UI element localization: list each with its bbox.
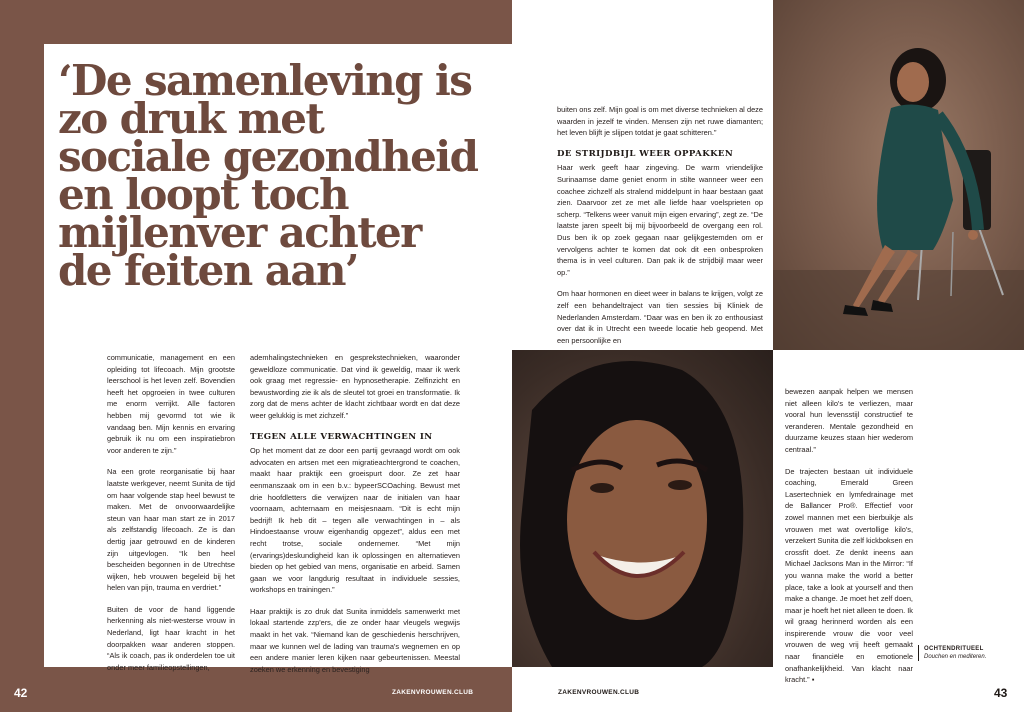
paragraph: ademhalingstechnieken en gesprekstechnieken, waaronder geweldloze communicatie. Dat vind ik geweldig, maar ik werk ook graag met regressie- en hypnosetherapie. Zelfinzicht en bewustwording zie ik als de sleutel tot groei en transformatie. Ik zorg dat de mens achter de klacht zichtbaar wordt en dat deze weer gelukkig is met zichzelf.” xyxy=(250,353,460,420)
sidenote-title: OCHTENDRITUEEL xyxy=(924,646,984,652)
top-band xyxy=(0,0,512,44)
pull-quote: ‘De samenleving is zo druk met sociale gezondheid en loopt toch mijlenver achter de feiten aan’ xyxy=(58,56,478,295)
paragraph: Op het moment dat ze door een partij gevraagd wordt om ook advocaten en artsen met een migratieachtergrond te coachen, maakt haar praktijk een groeispurt door. Ze zet haar eenmanszaak om in een b.v.: bypeerSCOaching. Bewust met drie hoofdletters die verwijzen naar de initialen van haar voornaam, achternaam en meisjesnaam. “Dit is echt mijn bedrijf! Ik heb dit – tegen alle verwachtingen in – als Hindoestaanse vrouw eigenhandig opgezet”, aldus een met recht trotse, sociale ondernemer. “Met mijn (ervarings)deskundigheid kan ik oplossingen en alternatieven bieden op het gebied van mens, organisatie en arbeid. Samen gaan we voor langdurig resultaat in individuele sessies, workshops en trainingen.” xyxy=(250,446,460,595)
portrait-photo-closeup xyxy=(512,350,773,667)
paragraph: buiten ons zelf. Mijn goal is om met diverse technieken al deze waarden in jezelf te vinden. Mensen zijn net ruwe diamanten; het leven blijft je slijpen totdat je gaat schitteren.” xyxy=(557,105,763,138)
paragraph: Om haar hormonen en dieet weer in balans te krijgen, volgt ze zelf een behandeltraject van tien sessies bij Kliniek de Nederlanden Amsterdam. “Daar was en ben ik zo enthousiast over dat ik in Utrecht een tweede locatie heb geopend. Met een persoonlijke en xyxy=(557,289,763,345)
footer-site-right: ZAKENVROUWEN.CLUB xyxy=(558,689,640,696)
page-number-right: 43 xyxy=(994,686,1008,700)
paragraph: Buiten de voor de hand liggende herkenning als niet-westerse vrouw in Nederland, ligt haar kracht in het doorpakken waar anderen stoppen. “Als ik coach, pas ik onderdelen toe uit onder meer familieopstellingen, xyxy=(107,604,235,672)
paragraph: Haar werk geeft haar zingeving. De warm vriendelijke Surinaamse dame geniet enorm in stilte wanneer weer een coachee zichzelf als stralend middelpunt in haar bestaan gaat zien. Daarvoor zet ze met alle liefde haar voelsprieten op scherp. “Telkens weer vanuit mijn eigen ervaring”, zegt ze. “De laatste jaren speelt bij mij bijvoorbeeld de overgang een rol. Dus ben ik op zoek gegaan naar gelijkgestemden om er vervolgens achter te komen dat ook dit een onbesproken thema is in veel culturen. Dan pak ik de strijdbijl maar weer op.” xyxy=(557,163,763,277)
seated-woman-illustration xyxy=(773,0,1024,350)
footer-site-left: ZAKENVROUWEN.CLUB xyxy=(392,689,474,696)
article-column-1 xyxy=(107,352,235,683)
article-column-2 xyxy=(250,352,460,685)
smiling-woman-illustration xyxy=(512,350,773,667)
paragraph: Na een grote reorganisatie bij haar laatste werkgever, neemt Sunita de tijd om haar volgende stap heel bewust te maken. Met de onvoorwaardelijke steun van haar man start ze in 2017 als zelfstandig lifecoach. Ze is dan dertig jaar getrouwd en de kinderen zijn uitgevlogen. “Ik ben heel bescheiden begonnen in de Utrechtse wijken, heb vrouwen begeleid bij het helen van pijn, trauma en verdriet.” xyxy=(107,467,235,593)
left-edge-band xyxy=(0,0,44,712)
page-number-left: 42 xyxy=(14,686,28,700)
article-column-4 xyxy=(785,386,913,696)
article-column-3 xyxy=(557,104,763,356)
paragraph: Haar praktijk is zo druk dat Sunita inmiddels samenwerkt met lokaal startende zzp'ers, die ze onder haar vleugels wegwijs maakt in het vak. “Niemand kan de geschiedenis herschrijven, maar we kunnen wel de lading van trauma's wegnemen en op een andere manier leren kijken naar gebeurtenissen. Meestal zoeken we erkenning en bevestiging xyxy=(250,606,460,674)
paragraph: bewezen aanpak helpen we mensen niet alleen kilo's te verliezen, maar vooral hun levensstijl constructief te veranderen. Mentale gezondheid en duurzame keuzes staan hier wederom centraal.” xyxy=(785,387,913,454)
paragraph: communicatie, management en een opleiding tot lifecoach. Mijn grootste leerschool is het leven zelf. Bovendien heeft het opgroeien in twee culturen me enorm verrijkt. Alle factoren hebben mij gevormd tot wie ik vandaag ben. Mijn kennis en ervaring gebruik ik nu om een inspiratiebron voor anderen te zijn.” xyxy=(107,353,235,455)
sidenote-text: Douchen en mediteren. xyxy=(924,654,987,660)
sidenote xyxy=(918,645,1008,661)
paragraph: De trajecten bestaan uit individuele coaching, Emerald Green Lasertechniek en lymfedrainage met de Ballancer Pro®. Effectief voor zowel mannen met een bierbuikje als vrouwen met wat overtollige kilo's, verzekert Sunita die zelf kickboksen en crossfit doet. Ze denkt ineens aan Michael Jacksons Man in the Mirror: “If you wanna make the world a better place, take a look at yourself and then make a change. Je moet het zelf doen, maar je hoeft het niet alleen te doen. Ik wil graag herinnerd worden als een inspirerende vrouw die voor veel vrouwen de weg vrij heeft gemaakt naar financiële en emotionele onafhankelijkheid. Van klacht naar kracht.” ▪ xyxy=(785,466,913,685)
section-heading: DE STRIJDBIJL WEER OPPAKKEN xyxy=(557,148,734,159)
section-heading: TEGEN ALLE VERWACHTINGEN IN xyxy=(250,431,433,442)
portrait-photo-seated xyxy=(773,0,1024,350)
